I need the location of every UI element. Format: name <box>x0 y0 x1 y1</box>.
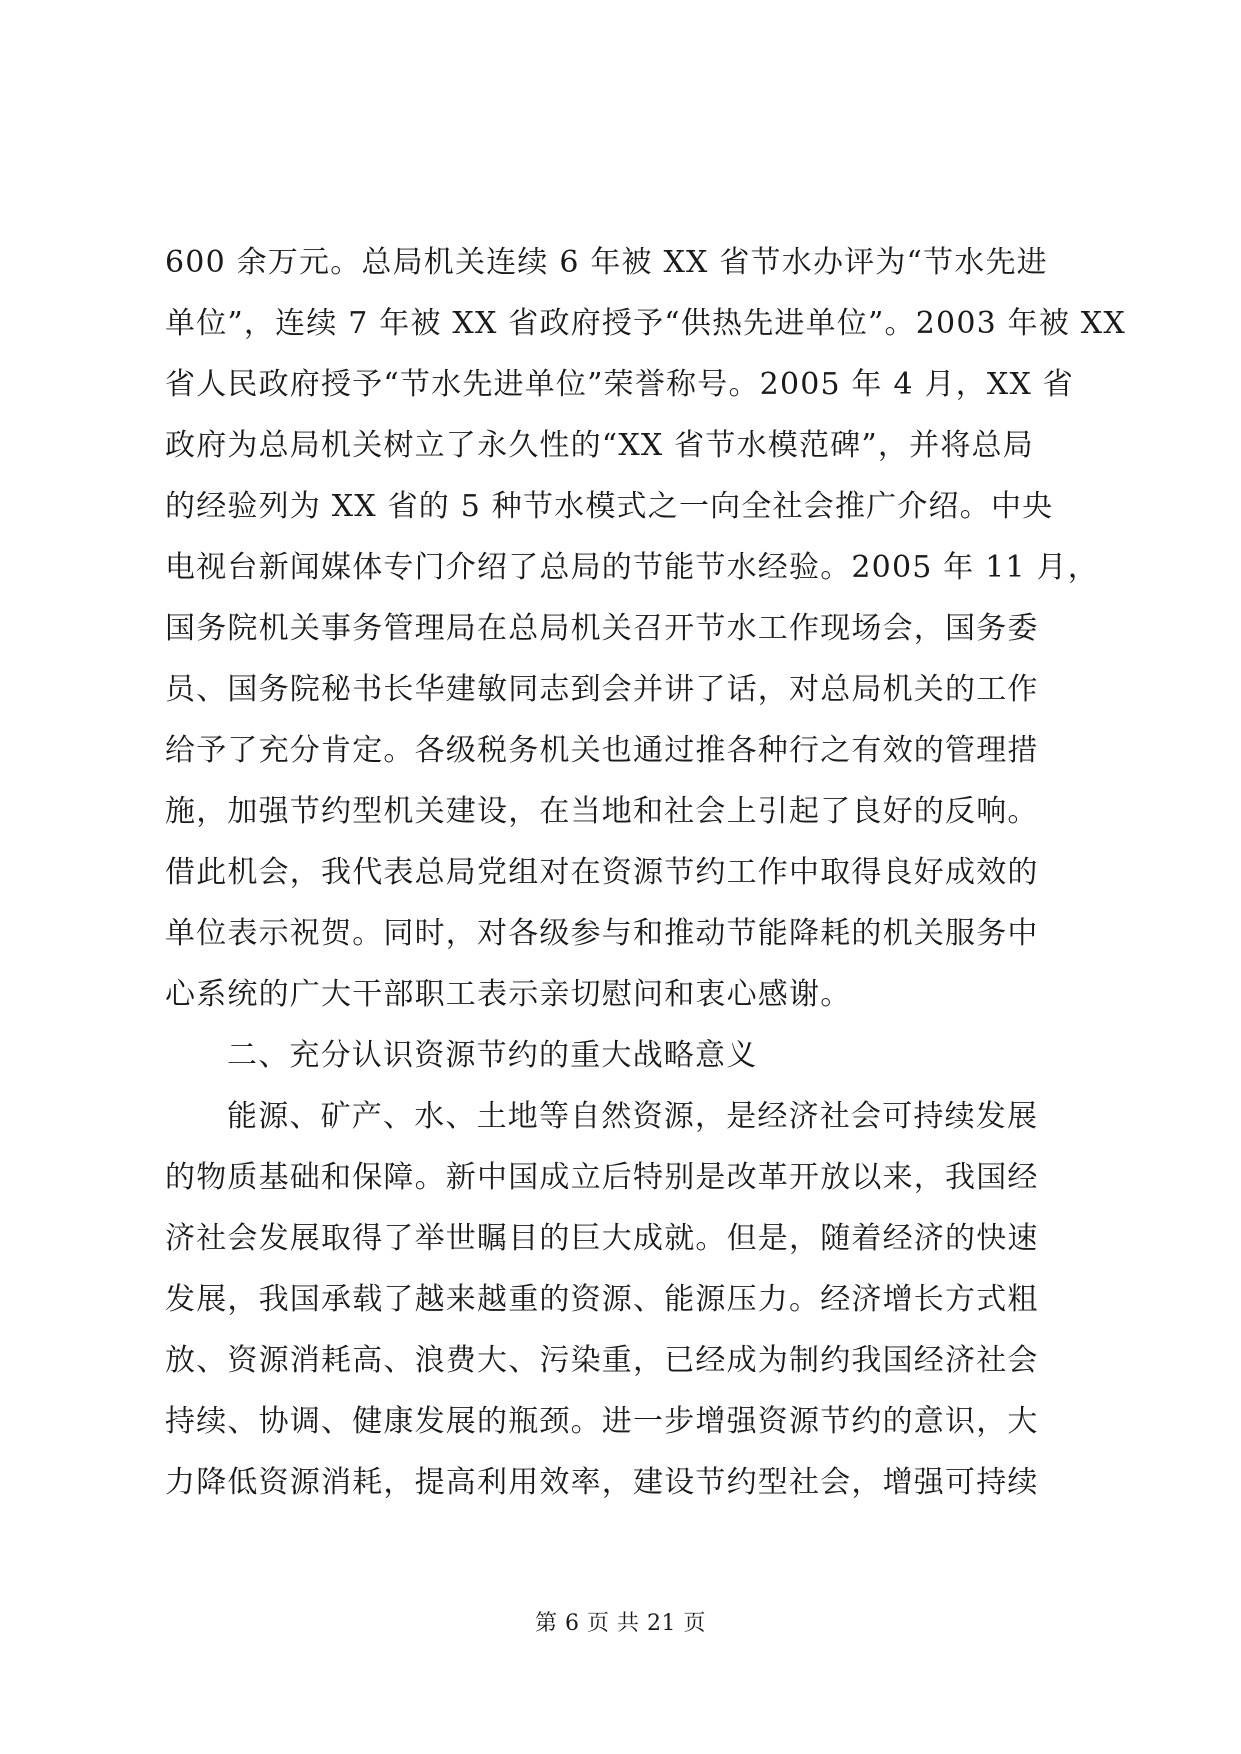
text-line: 心系统的广大干部职工表示亲切慰问和衷心感谢。 <box>165 977 852 1012</box>
text-line: 的物质基础和保障。新中国成立后特别是改革开放以来，我国经 <box>165 1160 1039 1195</box>
text-line: 发展，我国承载了越来越重的资源、能源压力。经济增长方式粗 <box>165 1282 1039 1317</box>
text-line: 国务院机关事务管理局在总局机关召开节水工作现场会，国务委 <box>165 611 1039 646</box>
page-number-footer: 第 6 页 共 21 页 <box>535 1611 706 1636</box>
text-line: 借此机会，我代表总局党组对在资源节约工作中取得良好成效的 <box>165 855 1039 890</box>
body-text <box>165 232 1126 1513</box>
text-line: 施，加强节约型机关建设，在当地和社会上引起了良好的反响。 <box>165 794 1039 829</box>
section-heading: 二、充分认识资源节约的重大战略意义 <box>227 1038 758 1073</box>
text-line: 能源、矿产、水、土地等自然资源，是经济社会可持续发展 <box>227 1099 1039 1134</box>
text-line: 电视台新闻媒体专门介绍了总局的节能节水经验。2005 年 11 月， <box>165 550 1099 585</box>
text-line: 单位表示祝贺。同时，对各级参与和推动节能降耗的机关服务中 <box>165 916 1039 951</box>
text-line: 力降低资源消耗，提高利用效率，建设节约型社会，增强可持续 <box>165 1465 1039 1500</box>
text-line: 给予了充分肯定。各级税务机关也通过推各种行之有效的管理措 <box>165 733 1039 768</box>
text-line: 单位”，连续 7 年被 XX 省政府授予“供热先进单位”。2003 年被 XX <box>165 306 1126 341</box>
text-line: 政府为总局机关树立了永久性的“XX 省节水模范碑”，并将总局 <box>165 428 1034 463</box>
text-line: 放、资源消耗高、浪费大、污染重，已经成为制约我国经济社会 <box>165 1343 1039 1378</box>
text-line: 持续、协调、健康发展的瓶颈。进一步增强资源节约的意识，大 <box>165 1404 1039 1439</box>
text-line: 济社会发展取得了举世瞩目的巨大成就。但是，随着经济的快速 <box>165 1221 1039 1256</box>
text-line: 员、国务院秘书长华建敏同志到会并讲了话，对总局机关的工作 <box>165 672 1039 707</box>
text-line: 省人民政府授予“节水先进单位”荣誉称号。2005 年 4 月，XX 省 <box>165 367 1074 402</box>
text-line: 600 余万元。总局机关连续 6 年被 XX 省节水办评为“节水先进 <box>165 245 1048 280</box>
text-line: 的经验列为 XX 省的 5 种节水模式之一向全社会推广介绍。中央 <box>165 489 1054 524</box>
